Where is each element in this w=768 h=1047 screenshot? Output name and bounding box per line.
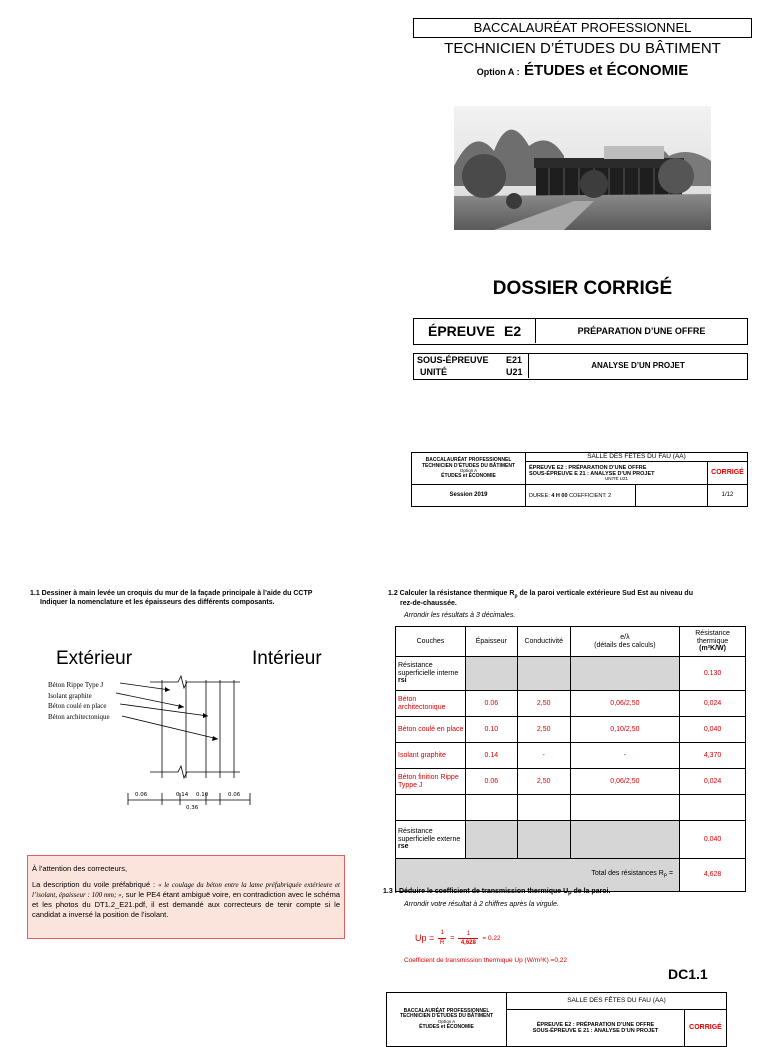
cell-couches: Béton architectonique [396, 691, 466, 717]
thermal-row [396, 795, 746, 821]
dossier-corrige-title: DOSSIER CORRIGÉ [492, 278, 673, 299]
option-name: ÉTUDES et ÉCONOMIE [524, 62, 689, 79]
cartouche2-bac: BACCALAURÉAT PROFESSIONNEL [403, 1007, 490, 1014]
unite-code: U21 [506, 367, 523, 377]
cell-conductivite: 2,50 [517, 769, 570, 795]
cartouche-line3: UNITÉ U21 [604, 475, 628, 481]
q11-title [30, 590, 360, 608]
cell-resistance: 0,024 [680, 691, 746, 717]
frac2-den: 4,628 [460, 939, 476, 946]
layer-label-coule: Béton coulé en place [48, 702, 107, 710]
thermal-row [396, 691, 746, 717]
bac-pro-banner: BACCALAURÉAT PROFESSIONNEL [413, 18, 752, 38]
technicien-title: TECHNICIEN D’ÉTUDES DU BÂTIMENT [444, 40, 721, 57]
cell-couches [396, 821, 466, 859]
cell-couche-key: rse [398, 843, 409, 851]
epreuve-title: PRÉPARATION D’UNE OFFRE [577, 326, 706, 336]
cartouche2-option: Option A [437, 1018, 456, 1024]
cartouche-bac: BACCALAURÉAT PROFESSIONNEL [425, 457, 512, 463]
thermal-row [396, 717, 746, 743]
sous-epreuve-code: E21 [506, 355, 523, 365]
cell-epaisseur: 0.10 [465, 717, 517, 743]
cell-couches [396, 657, 466, 691]
cartouche-coef: COEFFICIENT: 2 [569, 492, 612, 499]
correctors-note [27, 855, 345, 939]
dim-006-left: 0.06 [135, 792, 148, 798]
cell-couche-text: Résistance superficielle interne [398, 662, 459, 677]
cell-resistance: 0.130 [680, 657, 746, 691]
cartouche-table [411, 452, 748, 507]
cartouche-project: SALLE DES FÊTES DU FAU (AA) [526, 453, 748, 462]
q13-title-end: de la paroi. [571, 888, 611, 895]
cell-conductivite: - [517, 743, 570, 769]
cell-epaisseur: 0.14 [465, 743, 517, 769]
dim-total: 0.36 [186, 805, 199, 811]
q11-title-line2: Indiquer la nomenclature et les épaisseurs des différents composants. [40, 598, 275, 606]
total-sub: P [663, 873, 668, 880]
up-coef-text: Coefficient de transmission thermique Up (W/m²K) =0,22 [404, 957, 567, 964]
up-eq: = [450, 934, 455, 942]
cell-calc: - [570, 743, 680, 769]
total-eq: = [667, 870, 674, 878]
cartouche2-line2: SOUS-ÉPREUVE E 21 : ANALYSE D’UN PROJET [532, 1027, 659, 1034]
thermal-table [395, 626, 746, 892]
thermal-total-row [396, 859, 746, 892]
thermal-row [396, 821, 746, 859]
q12-title-line1: 1.2 Calculer la résistance thermique R [388, 590, 515, 597]
q13-title-sub: P [568, 891, 572, 898]
col-details: (détails des calculs) [594, 641, 656, 649]
epreuve-label: ÉPREUVE [428, 323, 495, 339]
cell-epaisseur [465, 821, 517, 859]
cartouche-duree-label: DUREE: [529, 492, 550, 499]
cartouche-option-name: ÉTUDES et ÉCONOMIE [441, 472, 496, 479]
option-title [413, 62, 752, 80]
cartouche2-line1: ÉPREUVE E2 : PRÉPARATION D’UNE OFFRE [536, 1021, 655, 1028]
col-unit: (m²K/W) [699, 645, 726, 653]
cartouche-corrige: CORRIGÉ [708, 461, 748, 485]
layer-label-archi: Béton architectonique [48, 712, 110, 721]
cell-couches: Isolant graphite [396, 743, 466, 769]
layer-labels [48, 680, 110, 722]
frac1-num: 1 [440, 929, 445, 936]
q11-title-line1: 1.1 Dessiner à main levée un croquis du mur de la façade principale à l’aide du CCTP [30, 590, 313, 597]
layer-label-rippe: Béton Rippe Type J [48, 681, 104, 689]
cell-calc: 0,06/2,50 [570, 769, 680, 795]
up-result: = 0.22 [482, 934, 501, 942]
cell-conductivite [517, 795, 570, 821]
unite-label: UNITÉ [420, 367, 447, 377]
cell-calc [570, 821, 680, 859]
dim-014: 0.14 [176, 792, 189, 798]
col-couches: Couches [396, 627, 466, 657]
building-photo [454, 106, 711, 230]
cell-conductivite: 2,50 [517, 691, 570, 717]
sous-epreuve-box [413, 353, 748, 380]
up-formula [415, 927, 501, 949]
frac2-num: 1 [466, 930, 471, 937]
note-title: À l’attention des correcteurs, [32, 864, 128, 873]
thermal-row [396, 657, 746, 691]
note-p1: La description du voile préfabriqué : [32, 879, 156, 889]
thermal-row [396, 743, 746, 769]
up-label: Up = [415, 933, 435, 943]
cell-epaisseur: 0.06 [465, 769, 517, 795]
cartouche2-corrige: CORRIGÉ [685, 1009, 727, 1046]
col-resistance: Résistance thermique [695, 630, 730, 645]
dc-label: DC1.1 [668, 966, 708, 982]
thermal-row [396, 769, 746, 795]
q13-round: Arrondir votre résultat à 2 chiffres après la virgule. [404, 901, 559, 908]
cartouche-line1: ÉPREUVE E2 : PRÉPARATION D’UNE OFFRE [529, 464, 647, 471]
cell-calc: 0,06/2,50 [570, 691, 680, 717]
cell-calc [570, 795, 680, 821]
q12-title [388, 590, 748, 608]
note-quote: « le coulage du béton entre la lame préfabriquée extérieure et l’isolant, épaisseur : 100 mm; » [32, 880, 341, 899]
cell-resistance: 0,024 [680, 769, 746, 795]
cartouche-page: 1/12 [708, 485, 748, 507]
q12-title-sub: p [514, 593, 518, 600]
cell-epaisseur [465, 657, 517, 691]
layer-label-isolant: Isolant graphite [48, 691, 92, 700]
cartouche-table-2 [386, 992, 727, 1047]
cartouche2-option-name: ÉTUDES et ÉCONOMIE [419, 1023, 474, 1030]
total-value: 4,628 [680, 859, 746, 892]
exterieur-label: Extérieur [56, 648, 133, 669]
cell-resistance: 4,370 [680, 743, 746, 769]
cell-epaisseur [465, 795, 517, 821]
dim-006-right: 0.06 [228, 792, 241, 798]
cartouche2-tech: TECHNICIEN D’ÉTUDES DU BÂTIMENT [399, 1013, 494, 1020]
interieur-label: Intérieur [252, 648, 322, 669]
epreuve-code: E2 [504, 323, 522, 339]
cell-couches [396, 795, 466, 821]
dim-010: 0.10 [196, 792, 209, 798]
epreuve-box [413, 318, 748, 345]
q12-title-end: de la paroi verticale extérieure Sud Est au niveau du [517, 590, 693, 597]
cartouche-option: Option A [459, 468, 478, 473]
sous-epreuve-label: SOUS-ÉPREUVE [417, 355, 489, 365]
col-conductivite: Conductivité [517, 627, 570, 657]
cell-couches: Béton finition Rippe Typpe J [396, 769, 466, 795]
cell-conductivite: 2,50 [517, 717, 570, 743]
cartouche-line2: SOUS-ÉPREUVE E 21 : ANALYSE D’UN PROJET [529, 470, 655, 477]
q13-title [383, 888, 610, 897]
cell-calc [570, 657, 680, 691]
cell-couche-text: Résistance superficielle externe [398, 828, 461, 843]
cell-couche-key: rsi [398, 677, 407, 685]
frac1-den: R [439, 938, 445, 946]
cell-epaisseur: 0.06 [465, 691, 517, 717]
cartouche-duree: 4 H 00 [551, 492, 568, 499]
q13-title-text: 1.3 : Déduire le coefficient de transmission thermique U [383, 888, 569, 895]
col-epaisseur: Épaisseur [465, 627, 517, 657]
cell-conductivite [517, 821, 570, 859]
cartouche-tech: TECHNICIEN D’ÉTUDES DU BÂTIMENT [421, 462, 516, 469]
cartouche2-project: SALLE DES FÊTES DU FAU (AA) [507, 993, 727, 1010]
q12-round: Arrondir les résultats à 3 décimales. [404, 612, 516, 619]
note-p2: , sur le PE4 étant ambiguë voire, en contradiction avec le schéma et les photos du DT1.2_E21.pdf, il est demandé aux correcteurs de tenir compte si le candidat a inversé la position de l’isolant. [32, 889, 340, 919]
cell-couches: Béton coulé en place [396, 717, 466, 743]
option-prefix: Option A : [476, 67, 520, 77]
cell-resistance [680, 795, 746, 821]
total-label: Total des résistances R [591, 870, 664, 878]
cell-calc: 0,10/2,50 [570, 717, 680, 743]
col-e-lambda: e/λ [620, 634, 630, 642]
wall-section-sketch [110, 660, 250, 810]
cell-conductivite [517, 657, 570, 691]
cell-resistance: 0,040 [680, 717, 746, 743]
q12-title-line2: rez-de-chaussée. [400, 599, 457, 607]
sous-epreuve-title: ANALYSE D’UN PROJET [591, 361, 685, 370]
thermal-table-header [396, 627, 746, 657]
cell-resistance: 0.040 [680, 821, 746, 859]
cartouche-session: Session 2019 [412, 485, 526, 507]
